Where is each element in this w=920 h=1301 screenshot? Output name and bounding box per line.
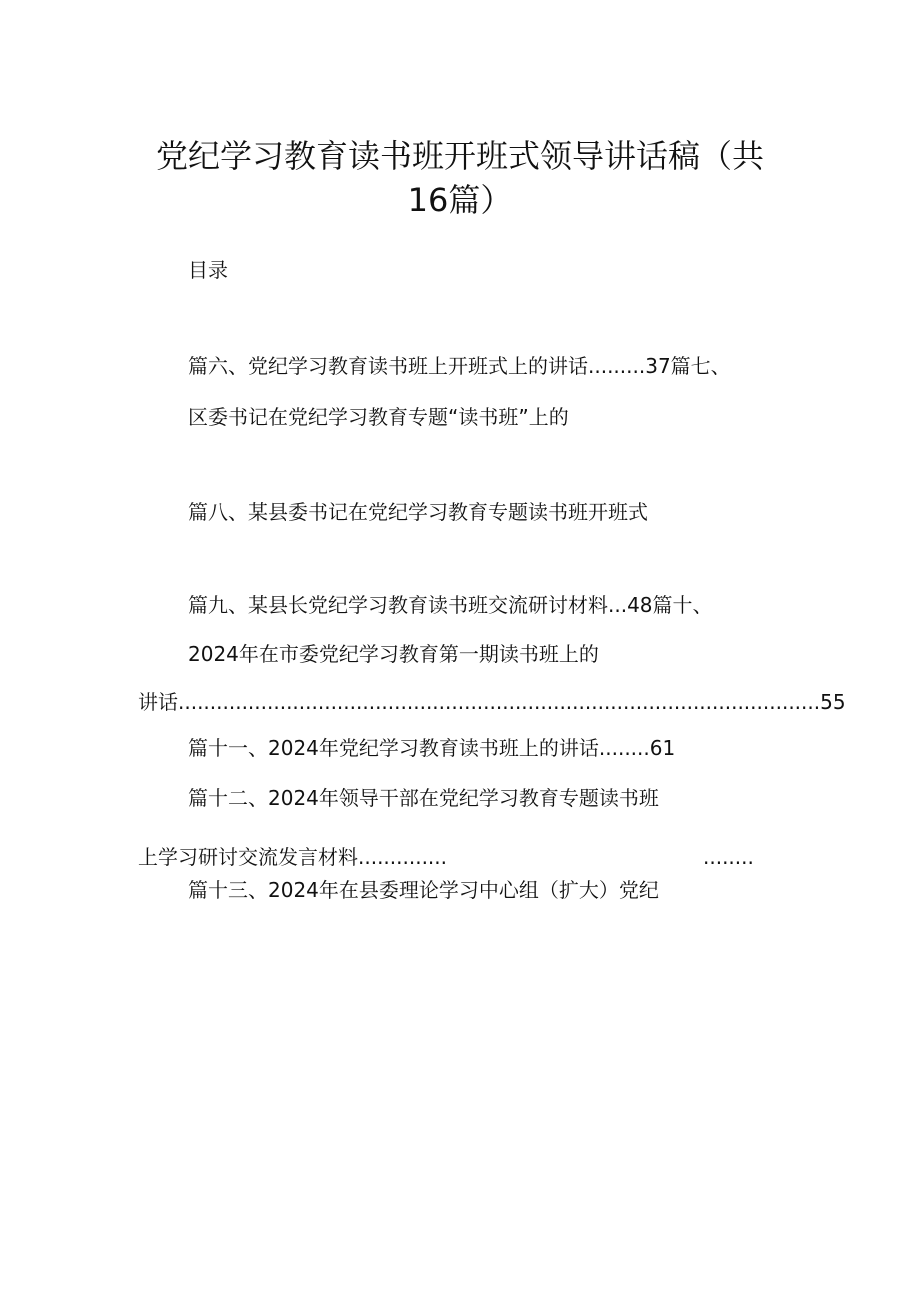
- document-title-line-2: 16篇）: [407, 181, 513, 219]
- toc-line: 篇十一、2024年党纪学习教育读书班上的讲话........61: [188, 736, 676, 760]
- toc-line: 2024年在市委党纪学习教育第一期读书班上的: [188, 642, 599, 666]
- toc-line: 上学习研讨交流发言材料..............: [138, 845, 448, 869]
- toc-line: 篇十二、2024年领导干部在党纪学习教育专题读书班: [188, 786, 659, 810]
- toc-line: 篇八、某县委书记在党纪学习教育专题读书班开班式: [188, 500, 648, 524]
- document-title-line-1: 党纪学习教育读书班开班式领导讲话稿（共: [155, 137, 764, 175]
- toc-line: 讲话.....................................................................................................55: [138, 690, 846, 714]
- toc-line: 篇十三、2024年在县委理论学习中心组（扩大）党纪: [188, 878, 659, 902]
- toc-line: 篇六、党纪学习教育读书班上开班式上的讲话.........37篇七、: [188, 354, 731, 378]
- toc-line-leader: ........: [703, 845, 754, 869]
- toc-line: 篇九、某县长党纪学习教育读书班交流研讨材料...48篇十、: [188, 593, 713, 617]
- toc-heading: 目录: [188, 258, 228, 282]
- toc-line: 区委书记在党纪学习教育专题“读书班”上的: [188, 405, 569, 429]
